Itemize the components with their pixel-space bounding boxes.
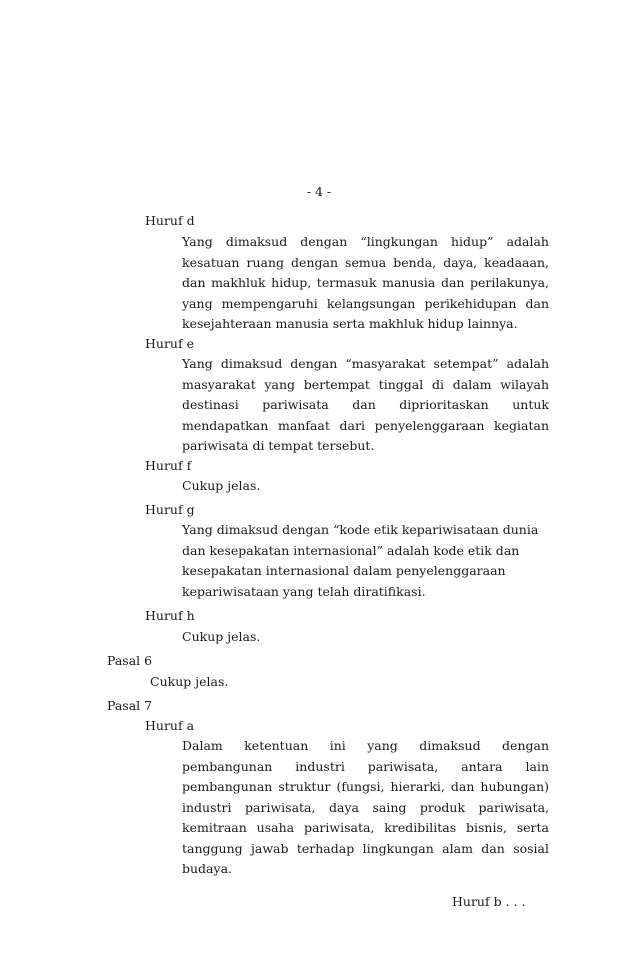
huruf-h-label: Huruf h <box>145 608 195 623</box>
huruf-f-text: Cukup jelas. <box>182 478 261 493</box>
pasal-7-huruf-a-text: Dalam ketentuan ini yang dimaksud dengan pembangunan industri pariwisata, antara lain pembangunan struktur (fungsi, hierarki, dan hubungan) industri pariwisata, daya saing produk pariwisata, kemitraan usaha pariwisata, kredibilitas bisnis, serta tanggung jawab terhadap lingkungan alam dan sosial budaya. <box>182 738 549 876</box>
continuation-footer: Huruf b . . . <box>452 894 526 909</box>
huruf-g-label: Huruf g <box>145 502 195 517</box>
huruf-d-label: Huruf d <box>145 213 195 228</box>
huruf-e-text: Yang dimaksud dengan “masyarakat setempat” adalah masyarakat yang bertempat tinggal di dalam wilayah destinasi pariwisata dan diprioritaskan untuk mendapatkan manfaat dari penyelenggaraan kegiatan pariwisata di tempat tersebut. <box>182 356 549 453</box>
huruf-d-text: Yang dimaksud dengan “lingkungan hidup” adalah kesatuan ruang dengan semua benda, daya, keadaaan, dan makhluk hidup, termasuk manusia dan perilakunya, yang mempengaruhi kelangsungan perikehidupan dan kesejahteraan manusia serta makhluk hidup lainnya. <box>182 234 549 331</box>
pasal-6-label: Pasal 6 <box>107 653 153 668</box>
pasal-7-label: Pasal 7 <box>107 698 153 713</box>
pasal-6-text: Cukup jelas. <box>150 674 229 689</box>
page-number: - 4 - <box>306 184 332 199</box>
huruf-g-text: Yang dimaksud dengan “kode etik kepariwisataan dunia dan kesepakatan internasional” adalah kode etik dan kesepakatan internasional dalam penyelenggaraan kepariwisataan yang telah diratifikasi. <box>182 522 539 599</box>
pasal-7-huruf-a-label: Huruf a <box>145 718 195 733</box>
huruf-f-label: Huruf f <box>145 458 192 473</box>
huruf-h-text: Cukup jelas. <box>182 629 261 644</box>
huruf-e-label: Huruf e <box>145 336 194 351</box>
